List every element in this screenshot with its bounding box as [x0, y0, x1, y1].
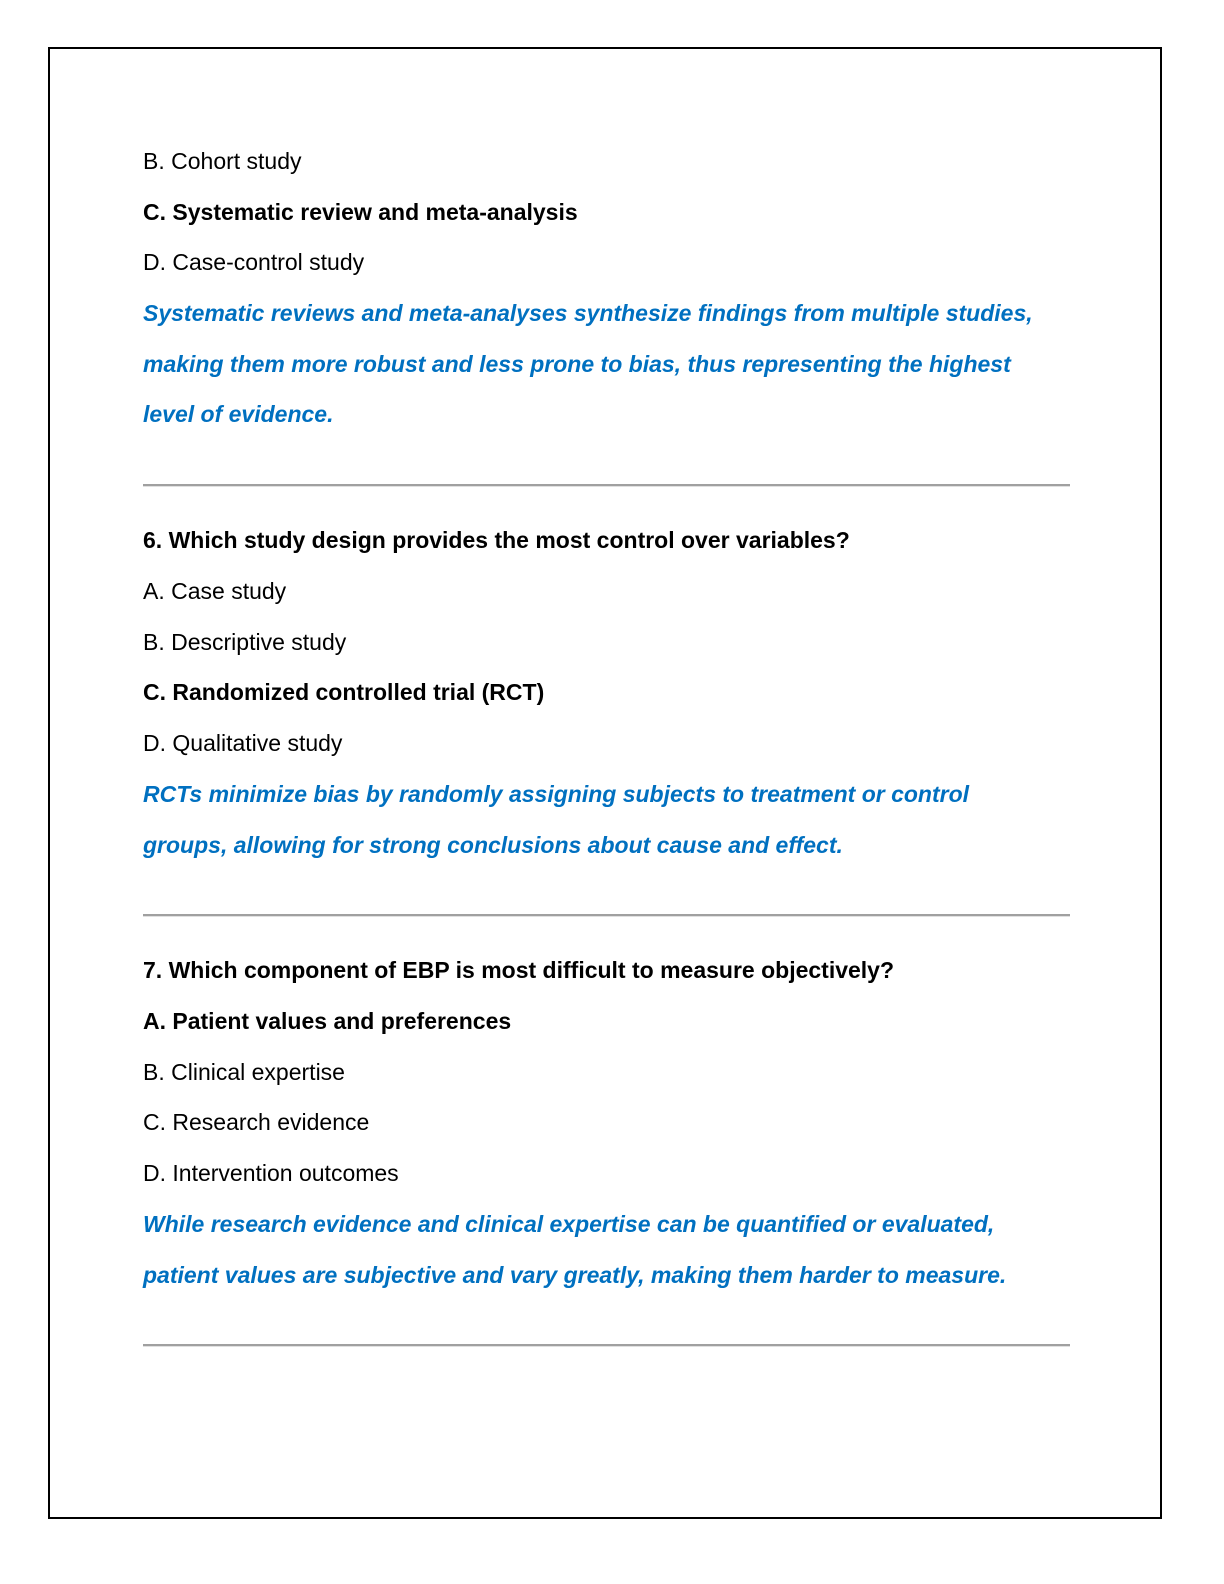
q5-option-b: B. Cohort study — [143, 148, 302, 174]
q7-explanation-line-1: While research evidence and clinical expertise can be quantified or evaluated, — [143, 1211, 995, 1237]
q5-explanation-line-3: level of evidence. — [143, 401, 334, 427]
section-divider — [143, 484, 1070, 487]
q5-explanation-line-2: making them more robust and less prone to bias, thus representing the highest — [143, 351, 1011, 377]
q6-option-d: D. Qualitative study — [143, 730, 343, 756]
section-divider — [143, 914, 1070, 917]
q5-option-c-answer: C. Systematic review and meta-analysis — [143, 199, 578, 225]
q6-option-a: A. Case study — [143, 578, 287, 604]
q6-option-c-answer: C. Randomized controlled trial (RCT) — [143, 679, 545, 705]
q7-option-b: B. Clinical expertise — [143, 1059, 345, 1085]
q7-option-a-answer: A. Patient values and preferences — [143, 1008, 512, 1034]
q5-option-d: D. Case-control study — [143, 249, 365, 275]
q6-option-b: B. Descriptive study — [143, 629, 347, 655]
q6-explanation-line-2: groups, allowing for strong conclusions about cause and effect. — [143, 832, 843, 858]
q7-option-d: D. Intervention outcomes — [143, 1160, 399, 1186]
q7-explanation-line-2: patient values are subjective and vary greatly, making them harder to measure. — [143, 1262, 1007, 1288]
q5-explanation-line-1: Systematic reviews and meta-analyses synthesize findings from multiple studies, — [143, 300, 1033, 326]
q6-explanation-line-1: RCTs minimize bias by randomly assigning subjects to treatment or control — [143, 781, 970, 807]
section-divider — [143, 1344, 1070, 1347]
q6-question: 6. Which study design provides the most control over variables? — [143, 527, 850, 553]
q7-option-c: C. Research evidence — [143, 1109, 370, 1135]
q7-question: 7. Which component of EBP is most difficult to measure objectively? — [143, 957, 895, 983]
